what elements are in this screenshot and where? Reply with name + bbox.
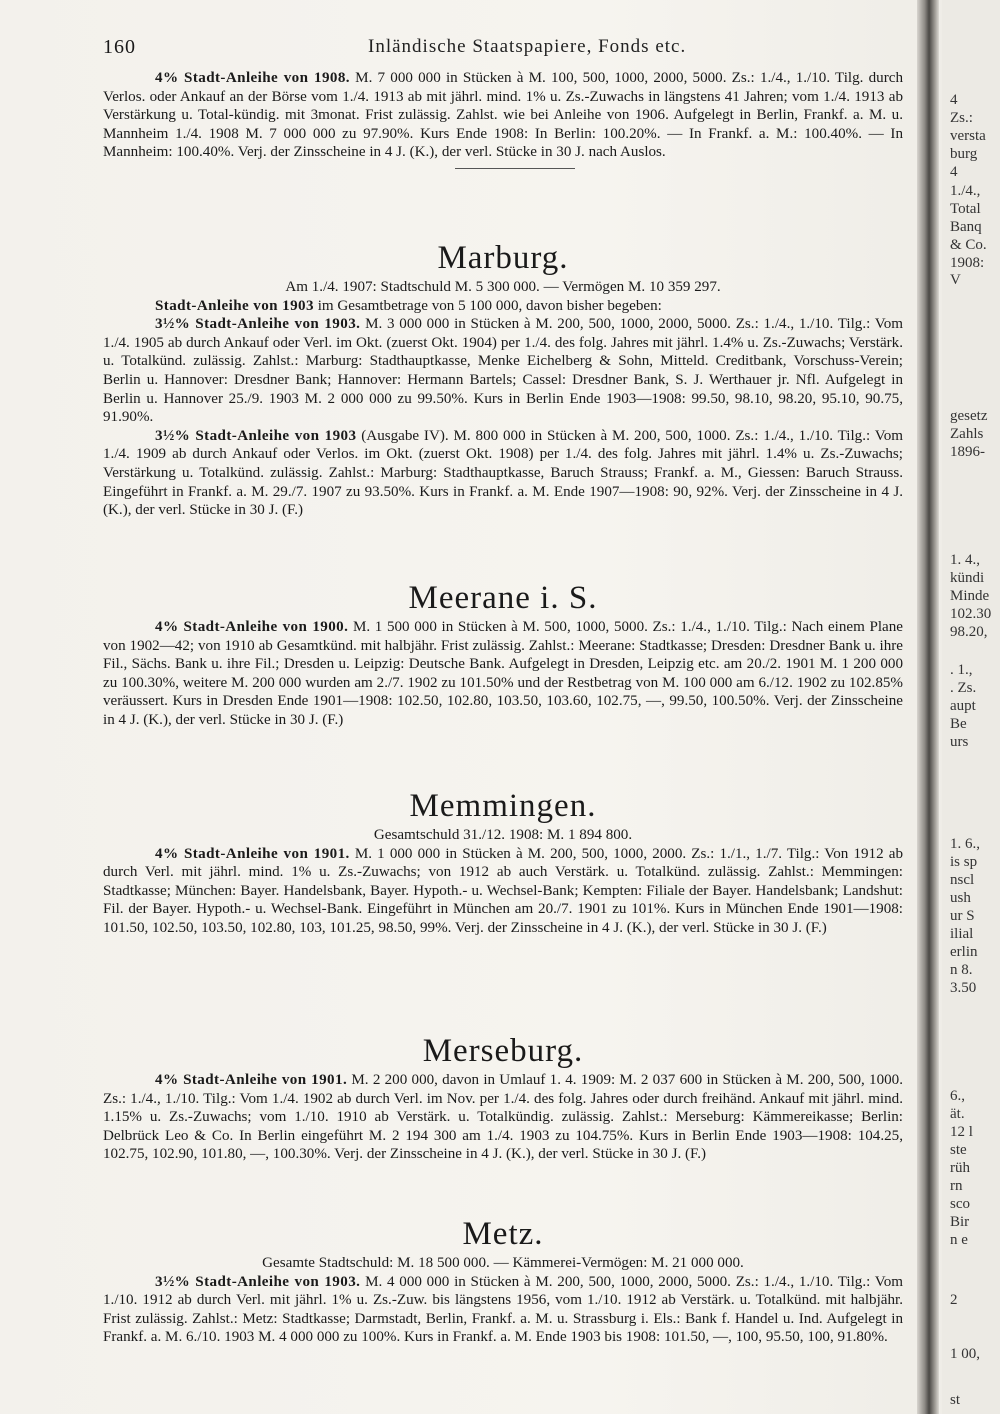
margin-fragment: is sp [950, 854, 978, 870]
meerane-paragraph-1 [103, 618, 903, 730]
margin-fragment: Total [950, 201, 981, 217]
page-title: Inländische Staatspapiere, Fonds etc. [368, 36, 687, 57]
marburg-p2-text: M. 3 000 000 in Stücken à M. 200, 500, 1000, 2000, 5000. Zs.: 1./4., 1./10. Tilg.: Vom 1./4. 1905 ab durch Ankauf oder Verl. im Okt. (zuerst Okt. 1904) per 1./4. des folg. Jahres mit jährl. 1.4% u. Zs.-Zuwachs; Verstärk. u. Totalkünd. zulässig. Zahlst.: Marburg: Stadthauptkasse, Menke Eichelberg & Sohn, Mitteld. Creditbank, Vorschuss-Verein; Berlin u. Hannover: Dresdner Bank; Hannover: Hermann Bartels; Cassel: Dresdner Bank, S. J. Werthauer jr. Nfl. Aufgelegt in Berlin u. Hannover 25./9. 1903 M. 2 000 000 zu 99.50%. Kurs in Berlin Ende 1903—1908: 99.50, 98.10, 98.20, 95.10, 90.75, 91.90%. [103, 316, 903, 426]
margin-fragment: aupt [950, 698, 976, 714]
marburg-paragraph-2 [103, 315, 903, 427]
marburg-p1-text: im Gesamtbetrage von 5 100 000, davon bisher begeben: [317, 297, 662, 314]
margin-fragment: rn [950, 1178, 963, 1194]
city-heading-marburg: Marburg. [437, 240, 569, 276]
marburg-p3-title: 3½% Stadt-Anleihe von 1903 [155, 427, 357, 444]
margin-fragment: 3.50 [950, 980, 977, 996]
margin-fragment: Zs.: [950, 110, 973, 126]
margin-fragment: V [950, 272, 961, 288]
metz-p1-title: 3½% Stadt-Anleihe von 1903. [155, 1273, 361, 1290]
memmingen-p1-text: M. 1 000 000 in Stücken à M. 200, 500, 1000, 2000. Zs.: 1./1., 1./7. Tilg.: Von 1912 ab durch Verl. mit jährl. mind. 1% u. Zs.-Zuwachs; von 1912 ab auch Verstärk. u. Totalkünd. zulässig. Zahlst.: Memmingen: Stadtkasse; München: Bayer. Handelsbank, Bayer. Hypoth.- u. Wechsel-Bank; Kempten: Filiale der Bayer. Handelsbank; Landshut: Fil. der Bayer. Hypoth.- u. Wechsel-Bank. Eingeführt in München am 20./7. 1901 zu 101%. Kurs in München Ende 1901—1908: 101.50, 102.50, 103.50, 102.80, 103, 101.25, 98.50, 99%. Verj. der Zinsscheine in 4 J. (K.), der verl. Stücke in 30 J. (F.) [103, 845, 904, 936]
margin-fragment: Minde [950, 588, 990, 604]
section-merseburg [103, 1031, 903, 1164]
section-meerane [103, 578, 903, 730]
city-heading-metz: Metz. [462, 1216, 544, 1252]
margin-fragment: sco [950, 1196, 970, 1212]
margin-fragment: 1908: [950, 255, 985, 271]
margin-fragment: kündi [950, 570, 985, 586]
margin-fragment: 4 [950, 164, 958, 180]
marburg-paragraph-3 [103, 427, 903, 520]
meerane-p1-text: M. 1 500 000 in Stücken à M. 500, 1000, 5000. Zs.: 1./4., 1./10. Tilg.: Nach einem Plane von 1902—42; von 1910 ab Gesamtkünd. mit halbjähr. Frist zulässig. Zahlst.: Meerane: Stadtkasse; Dresden: Dresdner Bank u. ihre Fil., Sächs. Bank u. ihre Fil.; Dresden u. Leipzig: Deutsche Bank. Aufgelegt in Dresden, Leipzig etc. am 20./2. 1901 M. 1 200 000 zu 100.30%, weitere M. 200 000 wurden am 2./7. 1902 zu 101.50% und der Restbetrag von M. 100 000 am 6./12. 1902 zu 102.85% veräussert. Kurs in Dresden Ende 1901—1908: 102.50, 102.80, 103.50, 103.60, 102.75, —, 99.50, 100.50%. Verj. der Zinsscheine in 4 J. (K.), der verl. Stücke in 30 J. (F.) [103, 619, 903, 728]
top-entry-title: 4% Stadt-Anleihe von 1908. [155, 70, 350, 86]
margin-fragment: burg [950, 146, 978, 162]
margin-fragment: n 8. [950, 962, 973, 978]
marburg-summary: Am 1./4. 1907: Stadtschuld M. 5 300 000. — Vermögen M. 10 359 297. [285, 279, 721, 295]
city-heading-memmingen: Memmingen. [409, 788, 597, 824]
memmingen-p1-title: 4% Stadt-Anleihe von 1901. [155, 845, 350, 862]
margin-fragment: 4 [950, 92, 958, 108]
margin-fragment: & Co. [950, 237, 987, 253]
margin-fragment: 1. 4., [950, 552, 980, 568]
margin-fragment: 1./4., [950, 183, 981, 199]
book-gutter-shadow [917, 0, 939, 1414]
margin-fragment: 1 00, [950, 1346, 980, 1362]
merseburg-paragraph-1 [103, 1071, 903, 1164]
section-marburg [103, 238, 903, 520]
city-heading-meerane: Meerane i. S. [408, 580, 598, 616]
metz-paragraph-1 [103, 1273, 903, 1347]
marburg-p3-text: (Ausgabe IV). M. 800 000 in Stücken à M. 200, 500, 1000. Zs.: 1./4., 1./10. Tilg.: Vom 1./4. 1909 ab durch Ankauf oder Verlos. im Okt. (zuerst Okt. 1908) per 1./4. des folg. Jahres mit jährl. 1.4% u. Zs.-Zuwachs; Verstärkung u. Totalkünd. zulässig. Zahlst.: Marburg: Stadthauptkasse, Baruch Strauss; Frankf. a. M., Giessen: Baruch Strauss. Eingeführt in Frankf. a. M. 29./7. 1907 zu 93.50%. Kurs in Frankf. a. M. Ende 1907—1908: 90, 92%. Verj. der Zinsscheine in 4 J. (K.), der verl. Stücke in 30 J. (F.) [103, 427, 903, 519]
margin-fragment: ste [950, 1142, 967, 1158]
margin-fragment: ush [950, 890, 971, 906]
margin-fragment: Banq [950, 219, 982, 235]
section-memmingen [103, 786, 903, 938]
memmingen-paragraph-1 [103, 845, 903, 938]
margin-fragment: n e [950, 1232, 968, 1248]
memmingen-summary: Gesamtschuld 31./12. 1908: M. 1 894 800. [373, 827, 633, 843]
margin-fragment: 102.30 [950, 606, 992, 622]
top-entry-paragraph [103, 69, 903, 162]
page-header [103, 36, 903, 62]
margin-fragment: Be [950, 716, 967, 732]
meerane-p1-title: 4% Stadt-Anleihe von 1900. [155, 619, 349, 635]
margin-fragment: erlin [950, 944, 978, 960]
margin-fragment: ilial [950, 926, 974, 942]
top-entry [103, 69, 903, 169]
page-number: 160 [103, 36, 136, 58]
marburg-p2-title: 3½% Stadt-Anleihe von 1903. [155, 316, 361, 333]
margin-fragment: gesetz [950, 408, 988, 424]
margin-fragment: urs [950, 734, 969, 750]
margin-fragment: 6., [950, 1088, 965, 1104]
margin-fragment: Bir [950, 1214, 970, 1230]
margin-fragment: 98.20, [950, 624, 988, 640]
margin-fragment: 1. 6., [950, 836, 980, 852]
margin-fragment: 12 l [950, 1124, 973, 1140]
city-heading-merseburg: Merseburg. [422, 1033, 584, 1069]
margin-fragment: rüh [950, 1160, 970, 1176]
margin-fragment: st [950, 1392, 961, 1408]
margin-fragment: ur S [950, 908, 975, 924]
top-entry-text: M. 7 000 000 in Stücken à M. 100, 500, 1000, 2000, 5000. Zs.: 1./4., 1./10. Tilg. durch Verlos. oder Ankauf an der Börse vom 1./4. 1913 ab mit jährl. mind. 1% u. Zs.-Zuwachs in längstens 41 Jahren; vom 1./4. 1913 ab Verstärkung u. Total-kündig. mit 3monat. Frist zulässig. Zahlst. wie bei Anleihe von 1906. Aufgelegt in Berlin, Frankf. a. M. u. Mannheim 1./4. 1908 M. 7 000 000 zu 97.90%. Kurs Ende 1908: In Berlin: 100.20%. — In Frankf. a. M.: 100.40%. — In Mannheim: 100.40%. Verj. der Zinsscheine in 4 J. (K.), der verl. Stücke in 30 J. nach Auslos. [103, 70, 904, 161]
margin-fragment: . Zs. [950, 680, 977, 696]
merseburg-p1-title: 4% Stadt-Anleihe von 1901. [155, 1072, 348, 1088]
separator-rule [455, 168, 575, 169]
section-metz [103, 1214, 903, 1347]
merseburg-p1-text: M. 2 200 000, davon in Umlauf 1. 4. 1909: M. 2 037 600 in Stücken à M. 200, 500, 1000. Zs.: 1./4., 1./10. Tilg.: Vom 1./4. 1902 ab durch Verl. im Nov. per 1./4. des folg. Jahres oder durch freihänd. Ankauf mit jährl. mind. 1.15% u. Zs.-Zuwachs; vom 1./10. 1910 ab Verstärk. u. Totalkündig. zulässig. Zahlst.: Merseburg: Kämmereikasse; Berlin: Delbrück Leo & Co. In Berlin eingeführt M. 2 194 300 am 1./4. 1903 zu 104.75%. Kurs in Berlin Ende 1903—1908: 104.25, 102.75, 102.90, 101.80, —, 100.30%. Verj. der Zinsscheine in 4 J. (K.), der verl. Stücke in 30 J. (F.) [103, 1072, 904, 1163]
metz-summary: Gesamte Stadtschuld: M. 18 500 000. — Kämmerei-Vermögen: M. 21 000 000. [262, 1255, 744, 1271]
margin-fragment: . 1., [950, 662, 973, 678]
margin-fragment: 1896- [950, 444, 985, 460]
margin-fragment: ät. [950, 1106, 965, 1122]
main-column [103, 36, 904, 1346]
margin-fragment: versta [950, 128, 986, 144]
margin-fragment: nscl [950, 872, 975, 888]
metz-p1-text: M. 4 000 000 in Stücken à M. 200, 500, 1000, 2000, 5000. Zs.: 1./4., 1./10. Tilg.: Vom 1./10. 1912 ab durch Verl. mit jährl. 1% u. Zs.-Zuw. bis längstens 1956, vom 1./10. 1912 ab Verstärk. u. Totalkünd. mit halbjähr. Frist zulässig. Zahlst.: Metz: Stadtkasse; Darmstadt, Berlin, Frankf. a. M. u. Strassburg i. Els.: Bank f. Handel u. Ind. Aufgelegt in Frankf. a. M. 6./10. 1903 M. 4 000 000 zu 100%. Kurs in Frankf. a. M. Ende 1903 bis 1908: 101.50, —, 100, 95.50, 100, 91.80%. [103, 1273, 903, 1346]
adjacent-page-fragments [942, 0, 1000, 1414]
marburg-paragraph-1 [103, 297, 903, 316]
margin-fragment: Zahls [950, 426, 984, 442]
marburg-p1-title: Stadt-Anleihe von 1903 [155, 297, 314, 314]
margin-fragment: 2 [950, 1292, 958, 1308]
